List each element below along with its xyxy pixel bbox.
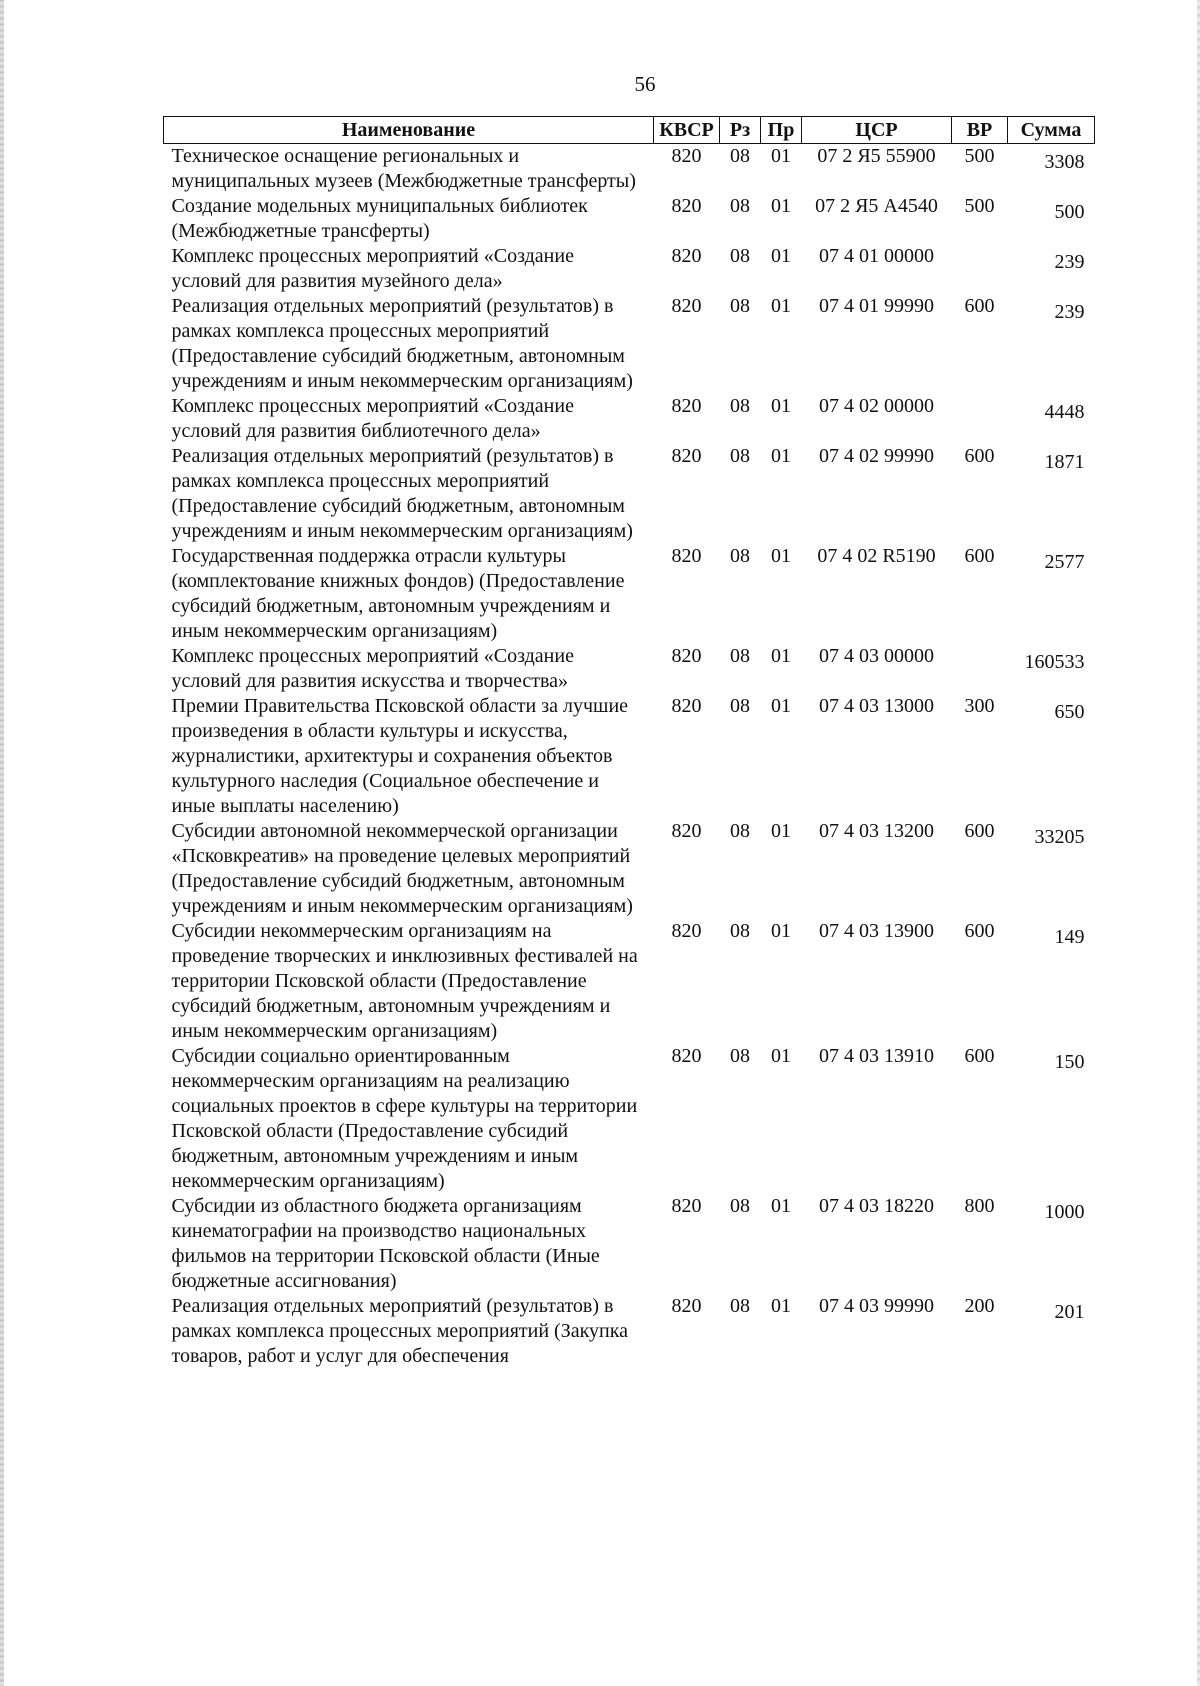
cell-vr: 600: [964, 1045, 995, 1067]
cell-pr: 01: [771, 920, 791, 942]
cell-sum: 4448: [1044, 401, 1085, 423]
cell-csr: 07 4 01 99990: [819, 295, 934, 317]
cell-csr: 07 4 03 00000: [819, 645, 934, 667]
cell-vr: 600: [964, 820, 995, 842]
cell-csr: 07 4 03 13900: [819, 920, 934, 942]
cell-name: Государственная поддержка отрасли культуры (комплектование книжных фондов) (Предоставление субсидий бюджетным, автономным учреждениям и иным некоммерческим организациям): [171, 545, 625, 642]
cell-pr: 01: [771, 145, 791, 167]
cell-csr: 07 2 Я5 55900: [817, 145, 936, 167]
cell-rz: 08: [730, 245, 750, 267]
cell-name: Реализация отдельных мероприятий (результатов) в рамках комплекса процессных мероприятий (Предоставление субсидий бюджетным, автономным учреждениям и иным некоммерческим организациям): [171, 445, 633, 542]
cell-sum: 3308: [1044, 151, 1085, 173]
cell-rz: 08: [730, 1045, 750, 1067]
header-sum: Сумма: [1008, 117, 1095, 144]
cell-sum: 650: [1054, 701, 1085, 723]
cell-pr: 01: [771, 1045, 791, 1067]
table-row: [164, 244, 1095, 294]
cell-pr: 01: [771, 1295, 791, 1317]
cell-name: Премии Правительства Псковской области за лучшие произведения в области культуры и искусства, журналистики, архитектуры и сохранения объектов культурного наследия (Социальное обеспечение и иные выплаты населению): [171, 695, 629, 817]
cell-csr: 07 4 02 00000: [819, 395, 934, 417]
table-row: [164, 544, 1095, 644]
cell-name: Создание модельных муниципальных библиотек (Межбюджетные трансферты): [171, 195, 588, 242]
header-rz: Рз: [720, 117, 761, 144]
table-row: [164, 294, 1095, 394]
cell-kvsr: 820: [671, 445, 702, 467]
cell-pr: 01: [771, 1195, 791, 1217]
cell-rz: 08: [730, 695, 750, 717]
cell-csr: 07 4 02 99990: [819, 445, 934, 467]
cell-vr: 500: [964, 195, 995, 217]
cell-sum: 149: [1054, 926, 1085, 948]
cell-kvsr: 820: [671, 920, 702, 942]
header-kvsr: КВСР: [654, 117, 720, 144]
cell-vr: [952, 244, 1008, 294]
header-vr: ВР: [952, 117, 1008, 144]
cell-sum: 500: [1054, 201, 1085, 223]
cell-name: Субсидии некоммерческим организациям на проведение творческих и инклюзивных фестивалей на территории Псковской области (Предоставление субсидий бюджетным, автономным учреждениям и иным некоммерческим организациям): [171, 920, 638, 1042]
cell-vr: [952, 644, 1008, 694]
table-row: [164, 194, 1095, 244]
cell-kvsr: 820: [671, 395, 702, 417]
cell-csr: 07 4 01 00000: [819, 245, 934, 267]
table-row: [164, 144, 1095, 195]
cell-rz: 08: [730, 645, 750, 667]
table-row: [164, 919, 1095, 1044]
cell-sum: 1000: [1044, 1201, 1085, 1223]
cell-rz: 08: [730, 195, 750, 217]
cell-csr: 07 4 03 18220: [819, 1195, 934, 1217]
cell-sum: 239: [1054, 251, 1085, 273]
table-row: [164, 394, 1095, 444]
cell-rz: 08: [730, 1295, 750, 1317]
header-name: Наименование: [164, 117, 654, 144]
cell-vr: 600: [964, 920, 995, 942]
cell-pr: 01: [771, 695, 791, 717]
table-header: [164, 117, 1095, 144]
cell-vr: 600: [964, 545, 995, 567]
cell-pr: 01: [771, 820, 791, 842]
cell-name: Субсидии из областного бюджета организациям кинематографии на производство национальных фильмов на территории Псковской области (Иные бюджетные ассигнования): [171, 1195, 600, 1292]
cell-kvsr: 820: [671, 695, 702, 717]
cell-rz: 08: [730, 145, 750, 167]
table-row: [164, 644, 1095, 694]
cell-sum: 1871: [1044, 451, 1085, 473]
cell-name: Комплекс процессных мероприятий «Создание условий для развития искусства и творчества»: [171, 645, 574, 692]
table-row: [164, 819, 1095, 919]
cell-sum: 239: [1054, 301, 1085, 323]
cell-sum: 33205: [1034, 826, 1085, 848]
cell-csr: 07 4 03 13910: [819, 1045, 934, 1067]
cell-kvsr: 820: [671, 145, 702, 167]
table-row: [164, 694, 1095, 819]
cell-name: Комплекс процессных мероприятий «Создание условий для развития библиотечного дела»: [171, 395, 574, 442]
cell-csr: 07 4 03 13000: [819, 695, 934, 717]
cell-kvsr: 820: [671, 820, 702, 842]
table-row: [164, 1294, 1095, 1369]
table-row: [164, 444, 1095, 544]
cell-csr: 07 4 03 99990: [819, 1295, 934, 1317]
cell-kvsr: 820: [671, 195, 702, 217]
cell-rz: 08: [730, 820, 750, 842]
cell-vr: 800: [964, 1195, 995, 1217]
cell-kvsr: 820: [671, 1295, 702, 1317]
cell-vr: 200: [964, 1295, 995, 1317]
table-row: [164, 1044, 1095, 1194]
cell-pr: 01: [771, 195, 791, 217]
cell-pr: 01: [771, 545, 791, 567]
cell-rz: 08: [730, 445, 750, 467]
cell-name: Субсидии автономной некоммерческой организации «Псковкреатив» на проведение целевых мероприятий (Предоставление субсидий бюджетным, автономным учреждениям и иным некоммерческим организациям): [171, 820, 633, 917]
cell-sum: 160533: [1024, 651, 1085, 673]
cell-pr: 01: [771, 645, 791, 667]
cell-csr: 07 4 03 13200: [819, 820, 934, 842]
budget-table: [163, 116, 1095, 1369]
cell-kvsr: 820: [671, 245, 702, 267]
cell-rz: 08: [730, 920, 750, 942]
page-number: 56: [634, 72, 656, 96]
scan-edge-left: [0, 0, 4, 1686]
cell-rz: 08: [730, 1195, 750, 1217]
cell-rz: 08: [730, 395, 750, 417]
cell-name: Субсидии социально ориентированным некоммерческим организациям на реализацию социальных проектов в сфере культуры на территории Псковской области (Предоставление субсидий бюджетным, автономным учреждениям и иным некоммерческим организациям): [171, 1045, 638, 1192]
cell-csr: 07 4 02 R5190: [817, 545, 936, 567]
cell-name: Техническое оснащение региональных и муниципальных музеев (Межбюджетные трансферты): [171, 145, 636, 192]
cell-name: Реализация отдельных мероприятий (результатов) в рамках комплекса процессных мероприятий (Предоставление субсидий бюджетным, автономным учреждениям и иным некоммерческим организациям): [171, 295, 633, 392]
cell-csr: 07 2 Я5 А4540: [815, 195, 938, 217]
cell-pr: 01: [771, 445, 791, 467]
cell-sum: 150: [1054, 1051, 1085, 1073]
header-pr: Пр: [761, 117, 802, 144]
cell-sum: 201: [1054, 1301, 1085, 1323]
header-csr: ЦСР: [802, 117, 952, 144]
cell-vr: 600: [964, 445, 995, 467]
cell-vr: 300: [964, 695, 995, 717]
cell-kvsr: 820: [671, 1045, 702, 1067]
cell-rz: 08: [730, 545, 750, 567]
cell-kvsr: 820: [671, 545, 702, 567]
table-row: [164, 1194, 1095, 1294]
cell-pr: 01: [771, 395, 791, 417]
table-body: [164, 144, 1095, 1370]
cell-name: Реализация отдельных мероприятий (результатов) в рамках комплекса процессных мероприятий (Закупка товаров, работ и услуг для обеспечения: [171, 1295, 629, 1367]
cell-vr: 500: [964, 145, 995, 167]
cell-kvsr: 820: [671, 295, 702, 317]
cell-kvsr: 820: [671, 645, 702, 667]
cell-name: Комплекс процессных мероприятий «Создание условий для развития музейного дела»: [171, 245, 574, 292]
cell-kvsr: 820: [671, 1195, 702, 1217]
cell-rz: 08: [730, 295, 750, 317]
cell-vr: [952, 394, 1008, 444]
cell-vr: 600: [964, 295, 995, 317]
cell-sum: 2577: [1044, 551, 1085, 573]
cell-pr: 01: [771, 245, 791, 267]
cell-pr: 01: [771, 295, 791, 317]
